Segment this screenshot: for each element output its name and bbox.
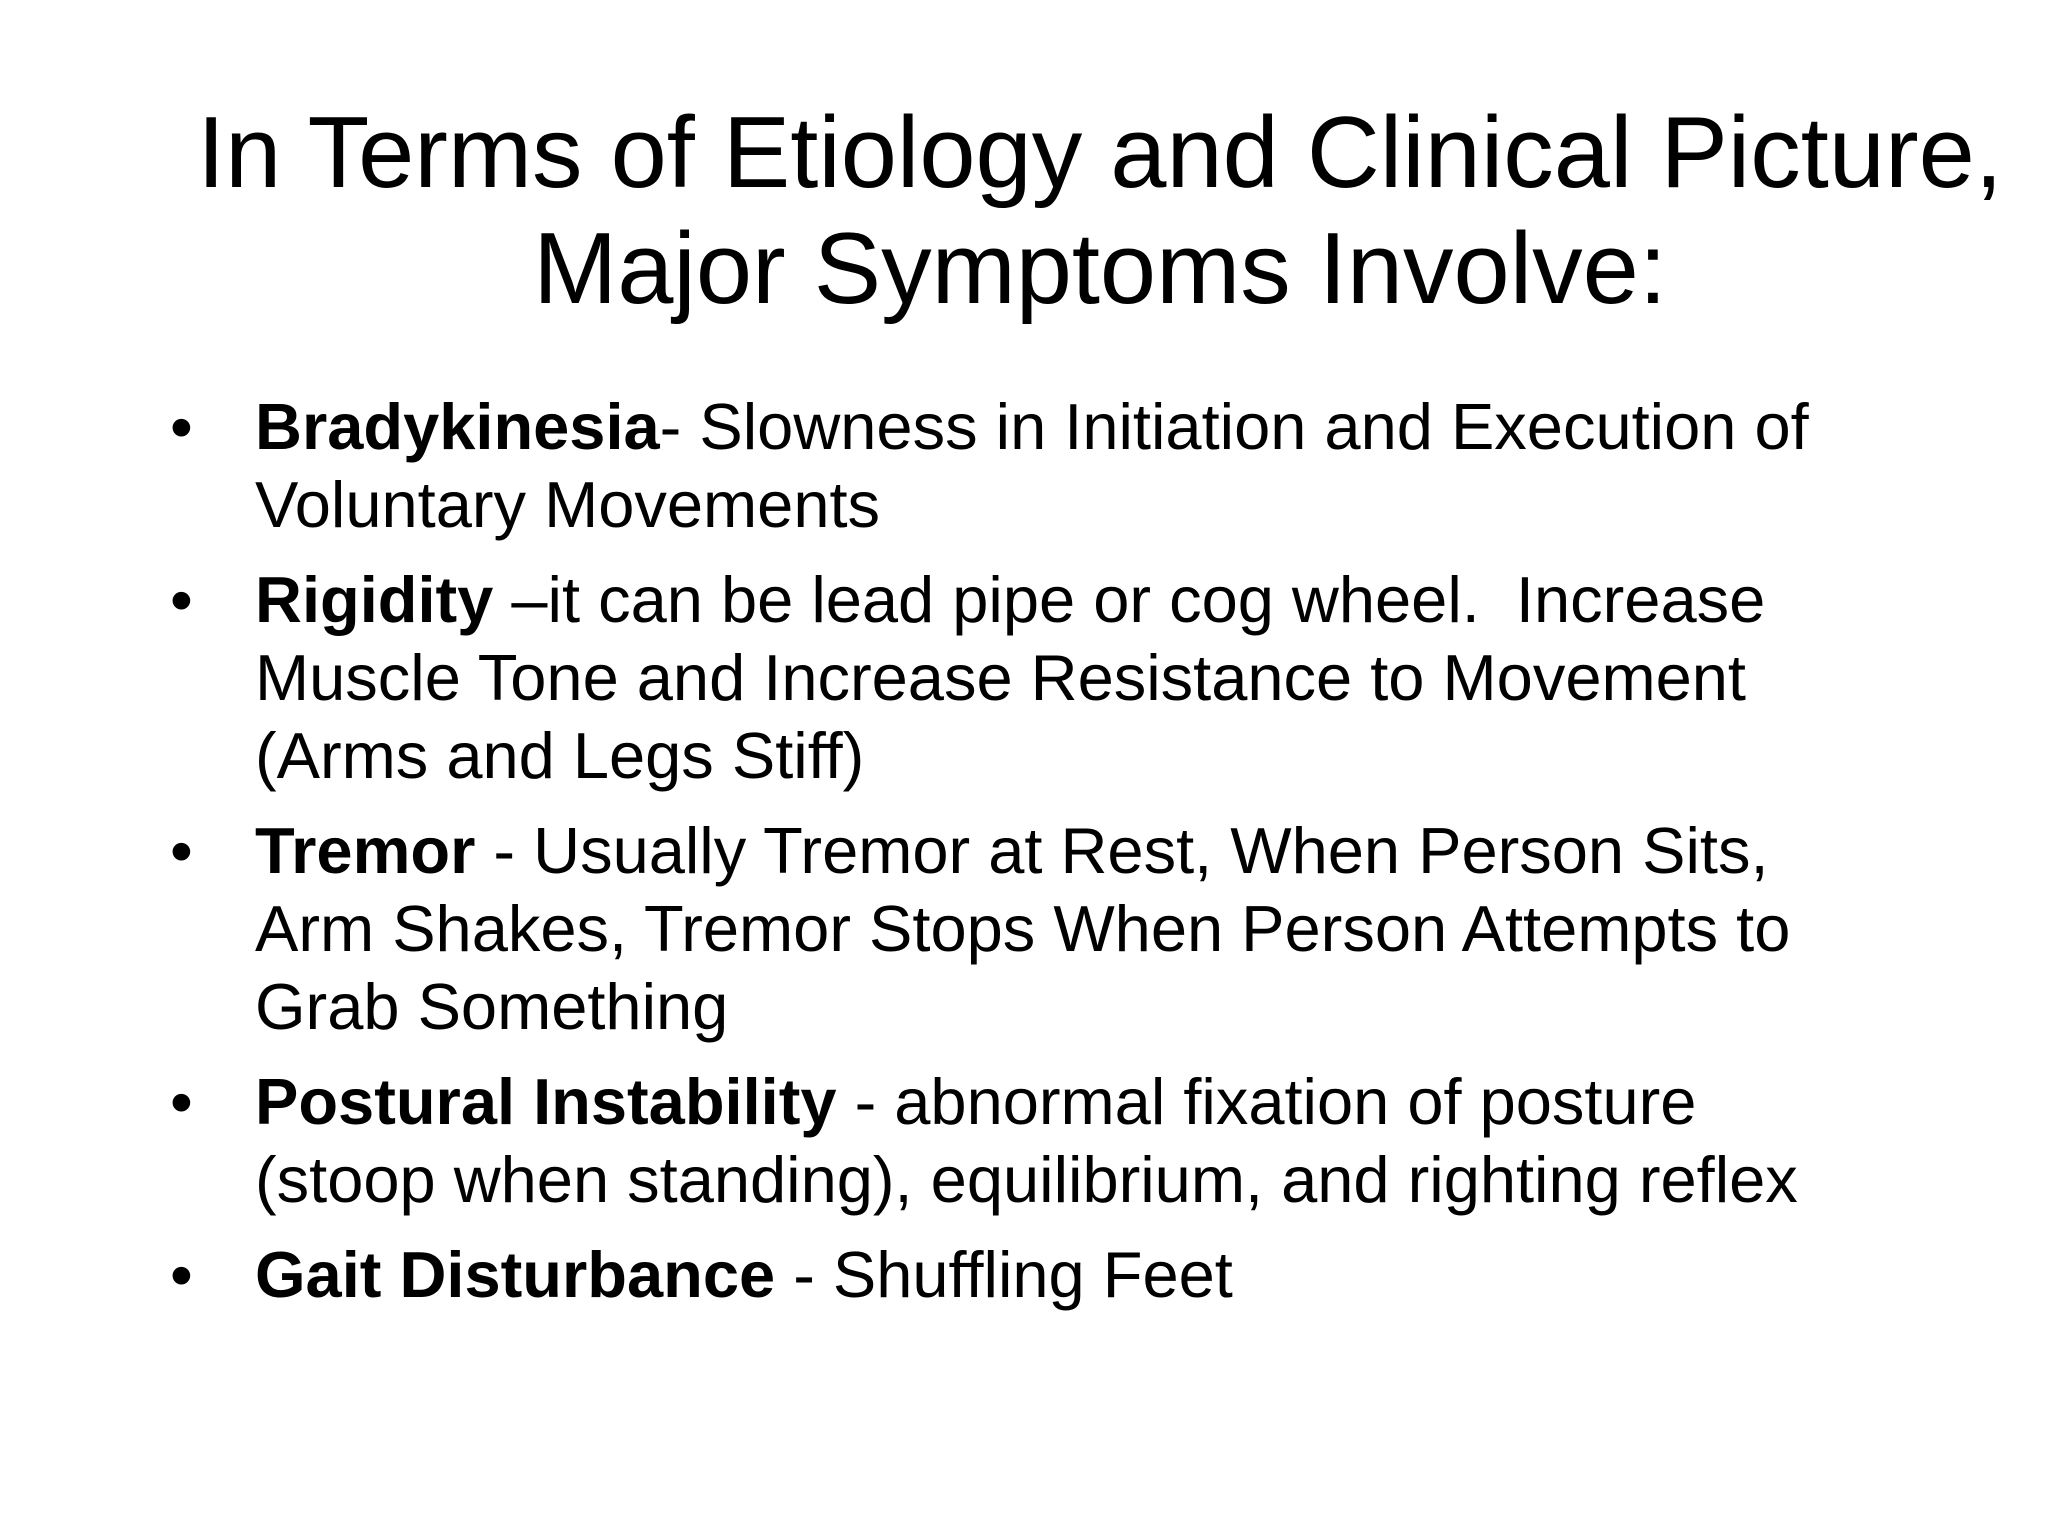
bullet-icon: • xyxy=(170,1238,193,1311)
slide-title xyxy=(150,95,2048,327)
bullet-text: Muscle Tone and Increase Resistance to Movement xyxy=(255,641,1746,714)
slide-title-line-2: Major Symptoms Involve: xyxy=(533,213,1667,325)
bullet-postural-instability xyxy=(170,1063,1970,1219)
bullet-text: - Usually Tremor at Rest, When Person Sits, xyxy=(475,814,1769,887)
bullet-term: Rigidity xyxy=(255,563,494,636)
bullet-gait-disturbance xyxy=(170,1236,1970,1314)
bullet-rigidity xyxy=(170,561,1970,795)
bullet-text: - Slowness in Initiation and Execution of xyxy=(659,390,1809,463)
bullet-icon: • xyxy=(170,390,193,463)
bullet-icon: • xyxy=(170,1065,193,1138)
bullet-term: Tremor xyxy=(255,814,476,887)
bullet-text: Voluntary Movements xyxy=(255,468,881,541)
bullet-text: (Arms and Legs Stiff) xyxy=(255,719,865,792)
bullet-text: - Shuffling Feet xyxy=(775,1238,1233,1311)
bullet-text: –it can be lead pipe or cog wheel. Increase xyxy=(493,563,1766,636)
bullet-tremor xyxy=(170,812,1970,1046)
slide-title-line-1: In Terms of Etiology and Clinical Picture, xyxy=(197,97,2003,209)
bullet-icon: • xyxy=(170,814,193,887)
bullet-text: Grab Something xyxy=(255,970,729,1043)
bullet-term: Gait Disturbance xyxy=(255,1238,776,1311)
bullet-text: Arm Shakes, Tremor Stops When Person Attempts to xyxy=(255,892,1791,965)
bullet-bradykinesia xyxy=(170,388,1970,544)
bullet-text: (stoop when standing), equilibrium, and righting reflex xyxy=(255,1143,1798,1216)
bullet-icon: • xyxy=(170,563,193,636)
bullet-text: - abnormal fixation of posture xyxy=(836,1065,1697,1138)
bullet-term: Bradykinesia xyxy=(255,390,660,463)
bullet-term: Postural Instability xyxy=(255,1065,837,1138)
symptom-list xyxy=(170,388,1970,1331)
